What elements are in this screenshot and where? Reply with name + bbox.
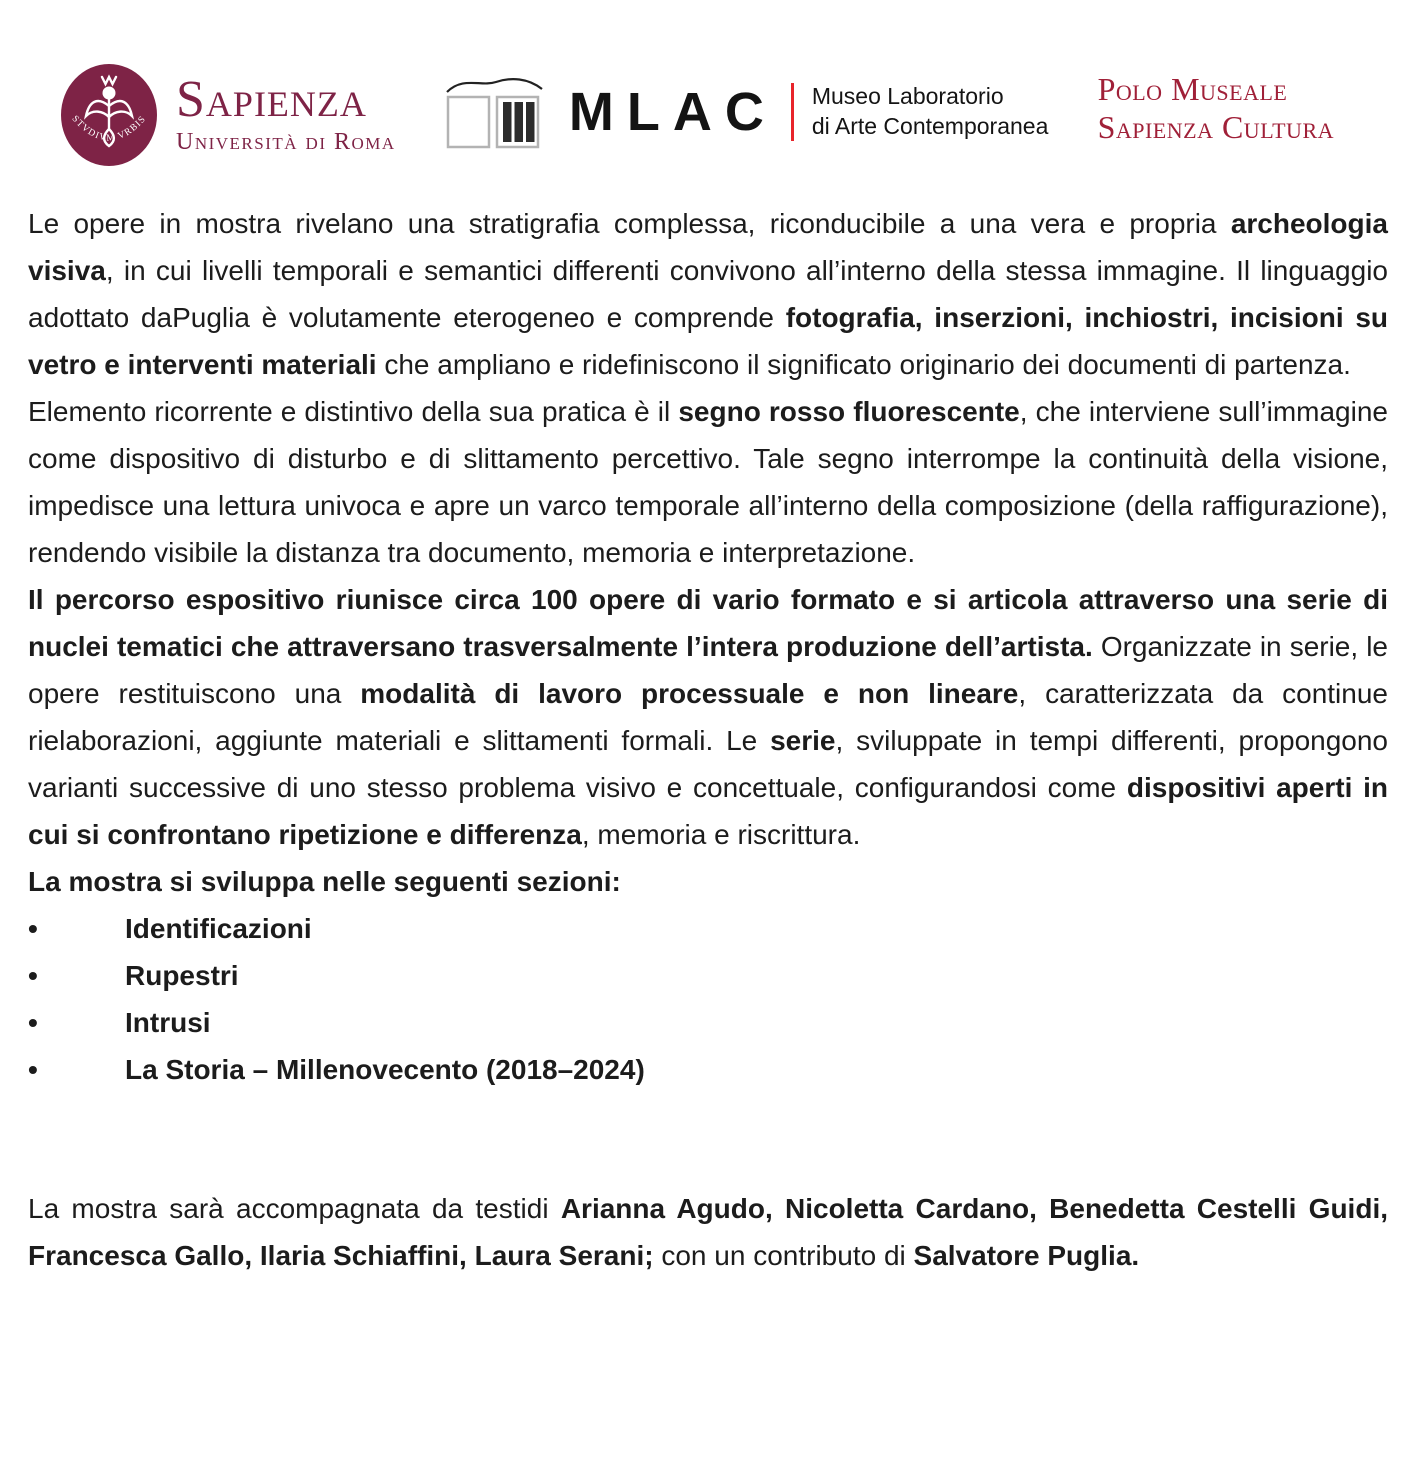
mlac-museum-icon bbox=[445, 72, 545, 152]
paragraph: Le opere in mostra rivelano una stratigrafia complessa, riconducibile a una vera e propria archeologia visiva, in cui livelli temporali e semantici differenti convivono all’interno della stessa immagine. Il linguaggio adottato daPuglia è volutamente eterogeneo e comprende fotografia, inserzioni, inchiostri, incisioni su vetro e interventi materiali che ampliano e ridefiniscono il significato originario dei documenti di partenza. bbox=[28, 208, 1388, 380]
bullet-item bbox=[28, 999, 1388, 1046]
letterhead bbox=[0, 0, 1416, 168]
mlac-divider bbox=[791, 83, 794, 141]
bullet-item bbox=[28, 952, 1388, 999]
sapienza-subtitle: Università di Roma bbox=[176, 128, 396, 155]
bullet-label: La Storia – Millenovecento (2018–2024) bbox=[125, 1054, 645, 1085]
bullet-item bbox=[28, 1046, 1388, 1093]
bullet-item bbox=[28, 905, 1388, 952]
bullet-icon: • bbox=[28, 913, 38, 944]
polo-line2: Sapienza Cultura bbox=[1097, 109, 1334, 146]
mlac-desc-line1: Museo Laboratorio bbox=[811, 83, 1004, 110]
bullet-label: Rupestri bbox=[125, 960, 239, 991]
bullet-label: Intrusi bbox=[125, 1007, 211, 1038]
mlac-logo bbox=[445, 72, 1049, 152]
bullet-label: Identificazioni bbox=[125, 913, 312, 944]
paragraph: Il percorso espositivo riunisce circa 100 opere di vario formato e si articola attraverso una serie di nuclei tematici che attraversano trasversalmente l’intera produzione dell’artista. Organizzate in serie, le opere restituiscono una modalità di lavoro processuale e non lineare, caratterizzata da continue rielaborazioni, aggiunte materiali e slittamenti formali. Le serie, sviluppate in tempi differenti, propongono varianti successive di uno stesso problema visivo e concettuale, configurandosi come dispositivi aperti in cui si confrontano ripetizione e differenza, memoria e riscrittura. bbox=[28, 584, 1389, 850]
sapienza-logo bbox=[58, 62, 396, 168]
sections-heading: La mostra si sviluppa nelle seguenti sezioni: bbox=[28, 866, 621, 897]
polo-line1: Polo Museale bbox=[1097, 71, 1288, 107]
mlac-description bbox=[812, 82, 1049, 142]
sapienza-wordmark bbox=[176, 70, 396, 157]
bullet-icon: • bbox=[28, 1007, 38, 1038]
sapienza-emblem-icon bbox=[58, 62, 160, 168]
document-body bbox=[0, 168, 1416, 1279]
mlac-acronym: MLAC bbox=[568, 82, 777, 142]
mlac-desc-line2: di Arte Contemporanea bbox=[811, 113, 1049, 139]
polo-museale-logo bbox=[1098, 70, 1334, 147]
paragraph: La mostra sarà accompagnata da testidi Arianna Agudo, Nicoletta Cardano, Benedetta Cestelli Guidi, Francesca Gallo, Ilaria Schiaffini, Laura Serani; con un contributo di Salvatore Puglia. bbox=[28, 1193, 1388, 1271]
bullet-icon: • bbox=[28, 1054, 38, 1085]
sapienza-name: Sapienza bbox=[176, 70, 367, 128]
paragraph: Elemento ricorrente e distintivo della sua pratica è il segno rosso fluorescente, che interviene sull’immagine come dispositivo di disturbo e di slittamento percettivo. Tale segno interrompe la continuità della visione, impedisce una lettura univoca e apre un varco temporale all’interno della composizione (della raffigurazione), rendendo visibile la distanza tra documento, memoria e interpretazione. bbox=[28, 396, 1388, 568]
sapienza-emblem-text: STVDIVM VRBIS bbox=[69, 114, 149, 144]
bullet-icon: • bbox=[28, 960, 38, 991]
